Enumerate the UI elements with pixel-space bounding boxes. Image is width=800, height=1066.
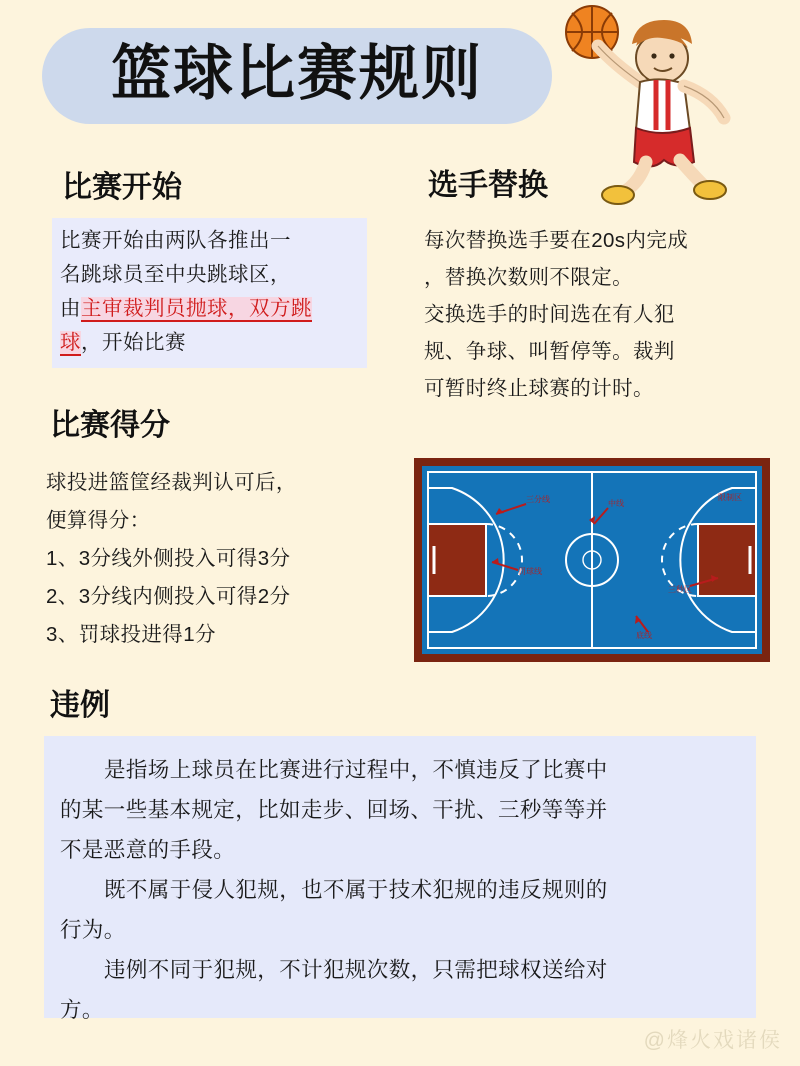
scoring-line: 2、3分线内侧投入可得2分 [46,585,291,608]
court-svg [422,466,762,654]
page-title-banner [42,28,552,124]
game-start-text-block [52,218,367,368]
violation-line: 是指场上球员在比赛进行过程中，不慎违反了比赛中 [104,758,608,782]
heading-violation: 违例 [50,689,110,722]
court-label-restricted: 限制区 [718,493,742,502]
heading-scoring: 比赛得分 [50,409,170,442]
heading-substitution: 选手替换 [428,169,548,202]
game-start-line-3 [60,292,359,326]
watermark: @烽火戏诸侯 [643,1029,782,1052]
game-start-highlight-1: 主审裁判员抛球，双方跳 [81,297,312,320]
basketball-player-illustration [528,0,788,210]
substitution-line: ，替换次数则不限定。 [424,266,633,289]
game-start-highlight-2: 球 [60,331,81,354]
player-svg [528,0,788,210]
substitution-line: 可暂时终止球赛的计时。 [424,377,654,400]
violation-line: 的某一些基本规定，比如走步、回场、干扰、三秒等等并 [60,798,608,822]
scoring-line: 便算得分： [46,509,151,532]
substitution-line: 交换选手的时间选在有人犯 [424,303,675,326]
court-label-baseline: 底线 [636,631,652,640]
court-label-three-point: 三分线 [526,495,550,504]
scoring-text-block [46,464,396,654]
substitution-line: 规、争球、叫暂停等。裁判 [424,340,675,363]
page-title: 篮球比赛规则 [111,40,483,107]
court-label-center-line: 中线 [608,499,624,508]
scoring-line: 3、罚球投进得1分 [46,623,216,646]
game-start-line-3-prefix: 由 [60,297,81,320]
game-start-line-4 [60,326,359,360]
violation-line: 既不属于侵人犯规，也不属于技术犯规的违反规则的 [104,878,608,902]
game-start-line-2: 名跳球员至中央跳球区， [60,263,291,286]
court-floor [422,466,762,654]
basketball-court-diagram [414,458,770,662]
violation-line: 行为。 [60,918,126,942]
court-label-three-second: 三秒区 [668,585,692,594]
violation-line: 违例不同于犯规，不计犯规次数，只需把球权送给对 [104,958,608,982]
court-label-free-throw: 罚球线 [518,567,542,576]
game-start-line-4-suffix: ，开始比赛 [81,331,186,354]
scoring-line: 球投进篮筐经裁判认可后， [46,471,297,494]
substitution-line: 每次替换选手要在20s内完成 [424,229,689,252]
violation-text-block [44,736,756,1022]
scoring-line: 1、3分线外侧投入可得3分 [46,547,291,570]
violation-line: 不是恶意的手段。 [60,838,236,862]
substitution-text-block [424,222,770,407]
violation-line: 方。 [60,998,104,1022]
game-start-line-1: 比赛开始由两队各推出一 [60,229,291,252]
heading-game-start: 比赛开始 [62,171,182,204]
